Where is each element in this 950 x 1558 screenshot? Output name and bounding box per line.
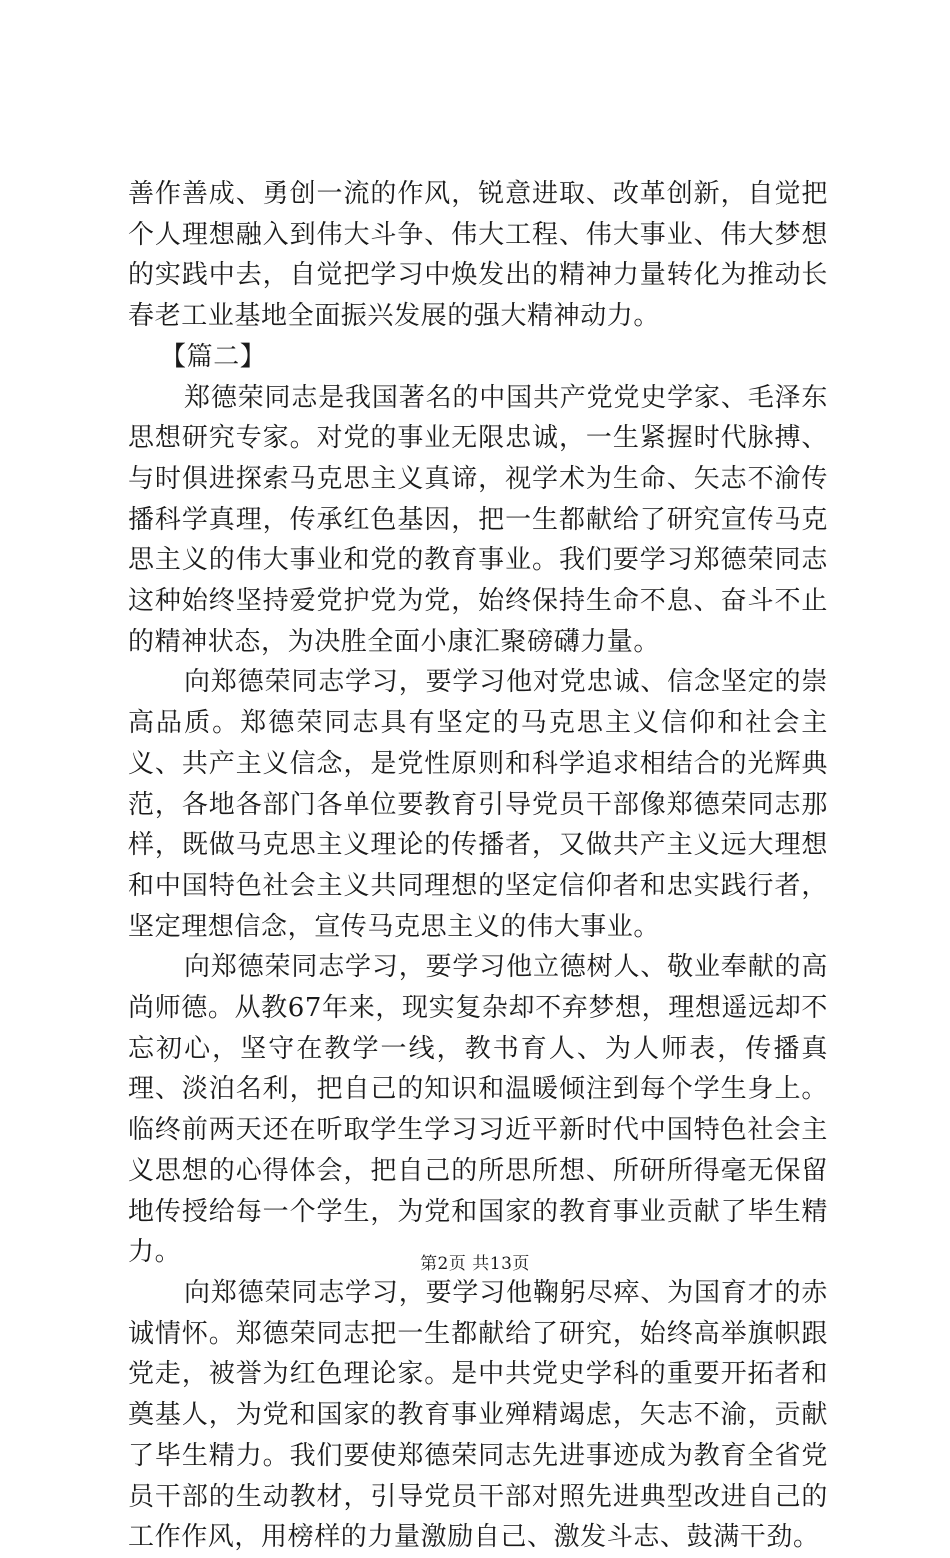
- paragraph: 郑德荣同志是我国著名的中国共产党党史学家、毛泽东思想研究专家。对党的事业无限忠诚，一生紧握时代脉搏、与时俱进探索马克思主义真谛，视学术为生命、矢志不渝传播科学真理，传承红色基因，把一生都献给了研究宣传马克思主义的伟大事业和党的教育事业。我们要学习郑德荣同志这种始终坚持爱党护党为党，始终保持生命不息、奋斗不止的精神状态，为决胜全面小康汇聚磅礴力量。: [128, 382, 828, 657]
- document-body: [128, 174, 828, 1558]
- paragraph: 向郑德荣同志学习，要学习他立德树人、敬业奉献的高尚师德。从教67年来，现实复杂却不弃梦想，理想遥远却不忘初心，坚守在教学一线，教书育人、为人师表，传播真理、淡泊名利，把自己的知识和温暖倾注到每个学生身上。临终前两天还在听取学生学习习近平新时代中国特色社会主义思想的心得体会，把自己的所思所想、所研所得毫无保留地传授给每一个学生，为党和国家的教育事业贡献了毕生精力。: [128, 952, 828, 1268]
- paragraph: 向郑德荣同志学习，要学习他鞠躬尽瘁、为国育才的赤诚情怀。郑德荣同志把一生都献给了研究，始终高举旗帜跟党走，被誉为红色理论家。是中共党史学科的重要开拓者和奠基人，为党和国家的教育事业殚精竭虑，矢志不渝，贡献了毕生精力。我们要使郑德荣同志先进事迹成为教育全省党员干部的生动教材，引导党员干部对照先进典型改进自己的工作作风，用榜样的力量激励自己、激发斗志、鼓满干劲。: [128, 1277, 828, 1553]
- paragraph-continuation: 善作善成、勇创一流的作风，锐意进取、改革创新，自觉把个人理想融入到伟大斗争、伟大工程、伟大事业、伟大梦想的实践中去，自觉把学习中焕发出的精神力量转化为推动长春老工业基地全面振兴发展的强大精神动力。: [128, 179, 828, 332]
- paragraph: 向郑德荣同志学习，要学习他对党忠诚、信念坚定的崇高品质。郑德荣同志具有坚定的马克思主义信仰和社会主义、共产主义信念，是党性原则和科学追求相结合的光辉典范，各地各部门各单位要教育引导党员干部像郑德荣同志那样，既做马克思主义理论的传播者，又做共产主义远大理想和中国特色社会主义共同理想的坚定信仰者和忠实践行者，坚定理想信念，宣传马克思主义的伟大事业。: [128, 667, 828, 942]
- section-heading: 【篇二】: [160, 341, 267, 372]
- page-number-footer: 第2页 共13页: [420, 1254, 530, 1274]
